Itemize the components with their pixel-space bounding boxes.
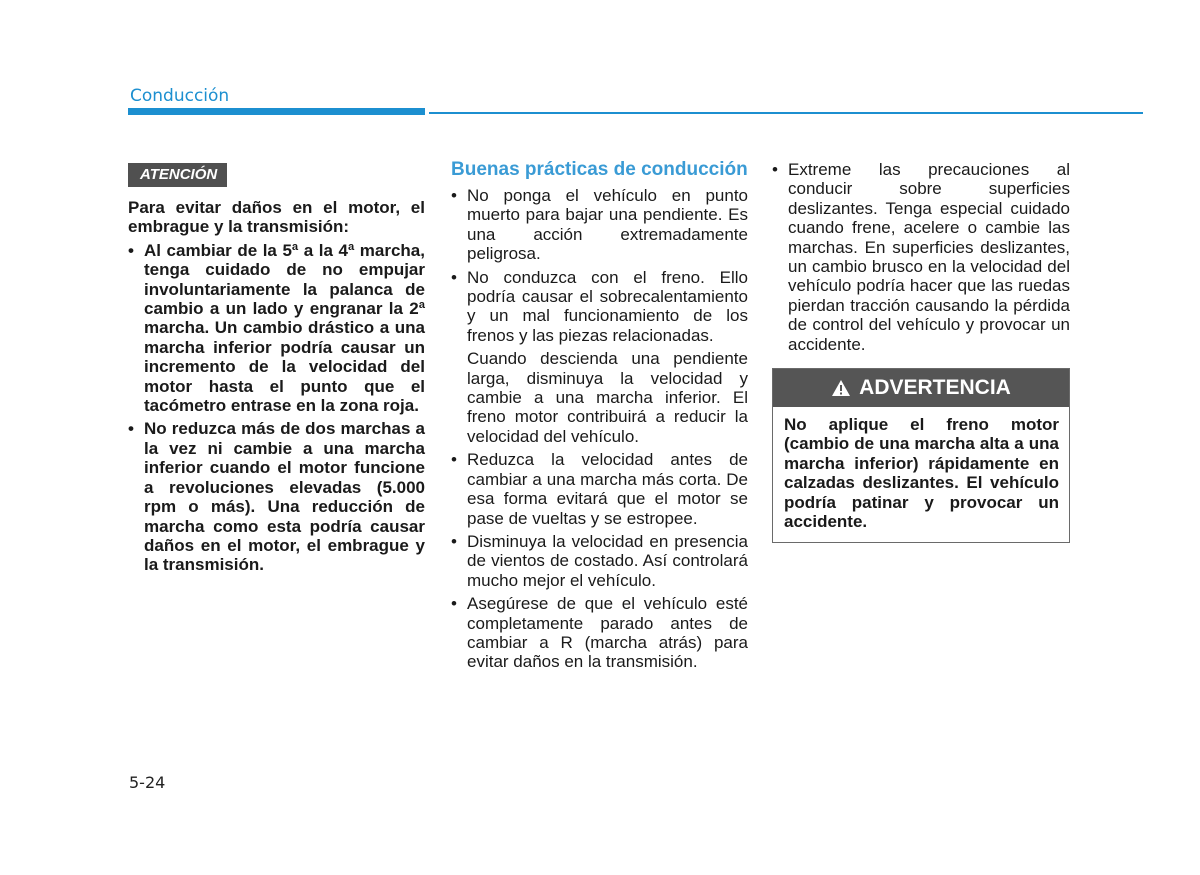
practice-item: • Disminuya la velocidad en presencia de vientos de costado. Así controlará mucho mejor el vehículo. <box>451 532 748 590</box>
practice-item: • Extreme las precauciones al conducir sobre superficies deslizantes. Tenga especial cuidado cuando frene, acelere o cambie las marchas. En superficies deslizantes, un cambio brusco en la velocidad del vehículo podría hacer que las ruedas pierdan tracción causando la pérdida de control del vehículo y provocar un accidente. <box>772 160 1070 354</box>
good-practices-list-right <box>772 160 1070 354</box>
warning-text: No aplique el freno motor (cambio de una marcha alta a una marcha inferior) rápidamente en calzadas deslizantes. El vehículo podría patinar y provocar un accidente. <box>784 415 1059 532</box>
good-practices-column <box>451 160 748 672</box>
warning-title: ADVERTENCIA <box>859 376 1011 400</box>
good-practices-list <box>451 186 748 345</box>
practice-item: • No conduzca con el freno. Ello podría causar el sobrecalentamiento y un mal funcionamiento de los frenos y las piezas relacionadas. <box>451 268 748 346</box>
good-practices-list-continued <box>451 450 748 671</box>
attention-label: ATENCIÓN <box>128 163 227 187</box>
practice-paragraph: Cuando descienda una pendiente larga, disminuya la velocidad y cambie a una marcha inferior. El freno motor contribuirá a reducir la velocidad del vehículo. <box>467 349 748 446</box>
attention-intro: Para evitar daños en el motor, el embrague y la transmisión: <box>128 198 425 237</box>
attention-list <box>128 241 425 575</box>
attention-item: • Al cambiar de la 5ª a la 4ª marcha, tenga cuidado de no empujar involuntariamente la palanca de cambio a un lado y engranar la 2ª marcha. Un cambio drástico a una marcha inferior podría causar un incremento de la velocidad del motor hasta el punto que el tacómetro entrase en la zona roja. <box>128 241 425 416</box>
header-divider-line <box>429 112 1143 114</box>
attention-column <box>128 163 425 575</box>
right-column <box>772 160 1070 543</box>
practice-item: • No ponga el vehículo en punto muerto para bajar una pendiente. Es una acción extremadamente peligrosa. <box>451 186 748 264</box>
page-number: 5-24 <box>129 773 166 792</box>
section-title: Conducción <box>130 86 230 106</box>
practice-item: • Asegúrese de que el vehículo esté completamente parado antes de cambiar a R (marcha atrás) para evitar daños en la transmisión. <box>451 594 748 672</box>
warning-triangle-icon <box>831 379 851 397</box>
good-practices-heading: Buenas prácticas de conducción <box>451 159 748 180</box>
header-accent-bar <box>128 108 425 115</box>
practice-item: • Reduzca la velocidad antes de cambiar a una marcha más corta. De esa forma evitará que el motor se pase de vueltas y se estropee. <box>451 450 748 528</box>
warning-box <box>772 368 1070 542</box>
warning-header <box>773 369 1069 407</box>
attention-item: • No reduzca más de dos marchas a la vez ni cambie a una marcha inferior cuando el motor funcione a revoluciones elevadas (5.000 rpm o más). Una reducción de marcha como esta podría causar daños en el motor, el embrague y la transmisión. <box>128 419 425 574</box>
